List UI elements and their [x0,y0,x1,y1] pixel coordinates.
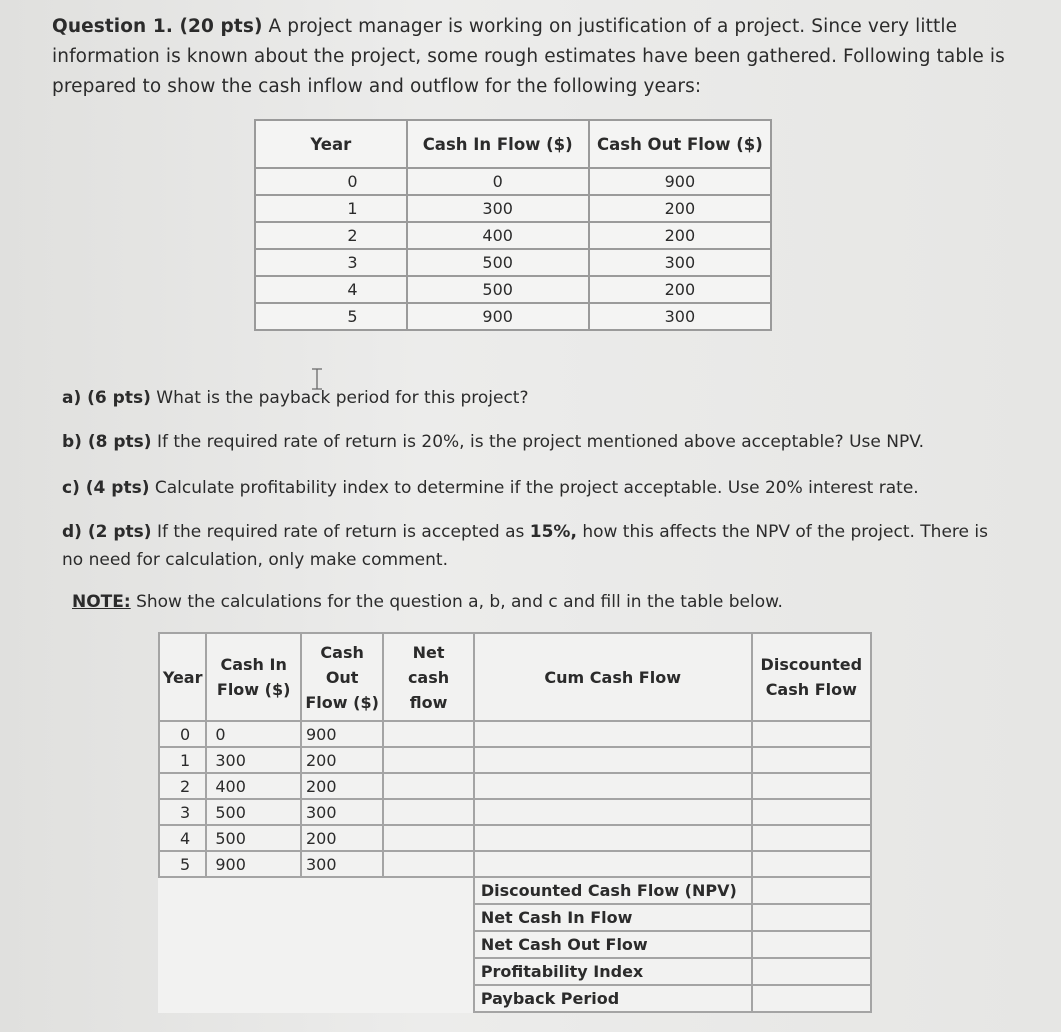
table-row [255,168,771,195]
cash-in-cell: 300 [407,195,589,222]
cash-in-cell: 400 [407,222,589,249]
year-cell: 1 [255,195,407,222]
answer-cash-in-cell: 500 [206,799,301,825]
question-c [62,474,992,502]
summary-row [159,931,871,958]
summary-value-net-cash-in[interactable] [752,904,871,931]
answer-cum-cash-cell[interactable] [474,851,752,877]
answer-header-cash-in: Cash In Flow ($) [206,633,301,721]
answer-header-cash-out: Cash Out Flow ($) [301,633,383,721]
answer-cash-in-cell: 300 [206,747,301,773]
year-cell: 0 [255,168,407,195]
header-cash-in: Cash In Flow ($) [407,120,589,168]
summary-row [159,985,871,1012]
summary-row [159,904,871,931]
answer-discounted-cell[interactable] [752,747,871,773]
cash-out-cell: 200 [589,276,771,303]
answer-header-year: Year [159,633,206,721]
table-header-row [255,120,771,168]
table-row [255,249,771,276]
note-label: NOTE: [72,592,131,612]
answer-cash-in-cell: 400 [206,773,301,799]
cash-in-cell: 0 [407,168,589,195]
summary-value-profitability-index[interactable] [752,958,871,985]
question-d-label: d) (2 pts) [62,522,152,542]
summary-label-profitability-index: Profitability Index [474,958,752,985]
cash-in-cell: 900 [407,303,589,330]
question-d [62,518,992,574]
answer-header-row [159,633,871,721]
question-d-text-before: If the required rate of return is accepted as [156,522,530,542]
year-cell: 4 [255,276,407,303]
cash-in-cell: 500 [407,276,589,303]
answer-cash-out-cell: 300 [301,851,383,877]
summary-label-net-cash-out: Net Cash Out Flow [474,931,752,958]
question-a [62,384,992,412]
question-d-emphasis: 15%, [529,522,577,542]
header-cash-out: Cash Out Flow ($) [589,120,771,168]
answer-cash-in-cell: 0 [206,721,301,747]
answer-cum-cash-cell[interactable] [474,799,752,825]
answer-cum-cash-cell[interactable] [474,825,752,851]
question-c-label: c) (4 pts) [62,478,150,498]
answer-discounted-cell[interactable] [752,851,871,877]
answer-net-cash-cell[interactable] [383,721,474,747]
year-cell: 5 [255,303,407,330]
question-text: A project manager is working on justification of a project. Since very little information is known about the project, some rough estimates have been gathered. Following table is prepared to show the cash inflow and outflow for the following years: [52,16,1005,97]
table-row [255,195,771,222]
header-year: Year [255,120,407,168]
summary-value-npv[interactable] [752,877,871,904]
cash-out-cell: 900 [589,168,771,195]
question-b [62,428,992,456]
answer-year-cell: 1 [159,747,206,773]
answer-cash-out-cell: 300 [301,799,383,825]
cash-out-cell: 200 [589,195,771,222]
question-a-text: What is the payback period for this project? [156,388,529,408]
answer-row [159,799,871,825]
question-b-text: If the required rate of return is 20%, is the project mentioned above acceptable? Use NPV. [156,432,925,452]
answer-cash-out-cell: 200 [301,773,383,799]
summary-label-npv: Discounted Cash Flow (NPV) [474,877,752,904]
cash-out-cell: 300 [589,249,771,276]
answer-net-cash-cell[interactable] [383,825,474,851]
answer-net-cash-cell[interactable] [383,851,474,877]
answer-cash-in-cell: 900 [206,851,301,877]
answer-year-cell: 0 [159,721,206,747]
answer-year-cell: 5 [159,851,206,877]
question-d-text-after: how this affects the NPV of the project. There is no need for calculation, only make comment. [62,522,988,570]
answer-discounted-cell[interactable] [752,773,871,799]
answer-net-cash-cell[interactable] [383,773,474,799]
question-c-text: Calculate profitability index to determine if the project acceptable. Use 20% interest rate. [154,478,919,498]
answer-row [159,851,871,877]
question-intro [52,12,1012,102]
answer-cum-cash-cell[interactable] [474,747,752,773]
cash-out-cell: 300 [589,303,771,330]
question-a-label: a) (6 pts) [62,388,151,408]
summary-label-payback-period: Payback Period [474,985,752,1012]
answer-cum-cash-cell[interactable] [474,773,752,799]
answer-table [158,632,872,1013]
note-text: Show the calculations for the question a, b, and c and fill in the table below. [136,592,783,612]
answer-cum-cash-cell[interactable] [474,721,752,747]
summary-row [159,877,871,904]
summary-row [159,958,871,985]
summary-value-payback-period[interactable] [752,985,871,1012]
answer-discounted-cell[interactable] [752,799,871,825]
answer-header-cum-cash-flow: Cum Cash Flow [474,633,752,721]
answer-net-cash-cell[interactable] [383,747,474,773]
cash-in-cell: 500 [407,249,589,276]
year-cell: 2 [255,222,407,249]
table-row [255,222,771,249]
table-row [255,303,771,330]
answer-year-cell: 4 [159,825,206,851]
answer-year-cell: 2 [159,773,206,799]
answer-discounted-cell[interactable] [752,721,871,747]
note [72,592,783,612]
answer-cash-out-cell: 900 [301,721,383,747]
answer-row [159,825,871,851]
answer-year-cell: 3 [159,799,206,825]
cash-flow-table [254,119,772,331]
answer-row [159,773,871,799]
cash-out-cell: 200 [589,222,771,249]
question-b-label: b) (8 pts) [62,432,152,452]
answer-cash-out-cell: 200 [301,747,383,773]
year-cell: 3 [255,249,407,276]
summary-value-net-cash-out[interactable] [752,931,871,958]
answer-cash-in-cell: 500 [206,825,301,851]
answer-row [159,721,871,747]
table-row [255,276,771,303]
answer-discounted-cell[interactable] [752,825,871,851]
answer-cash-out-cell: 200 [301,825,383,851]
summary-label-net-cash-in: Net Cash In Flow [474,904,752,931]
answer-header-net-cash-flow: Net cash flow [383,633,474,721]
answer-row [159,747,871,773]
question-label: Question 1. (20 pts) [52,16,263,37]
answer-header-discounted-cash-flow: Discounted Cash Flow [752,633,871,721]
answer-net-cash-cell[interactable] [383,799,474,825]
